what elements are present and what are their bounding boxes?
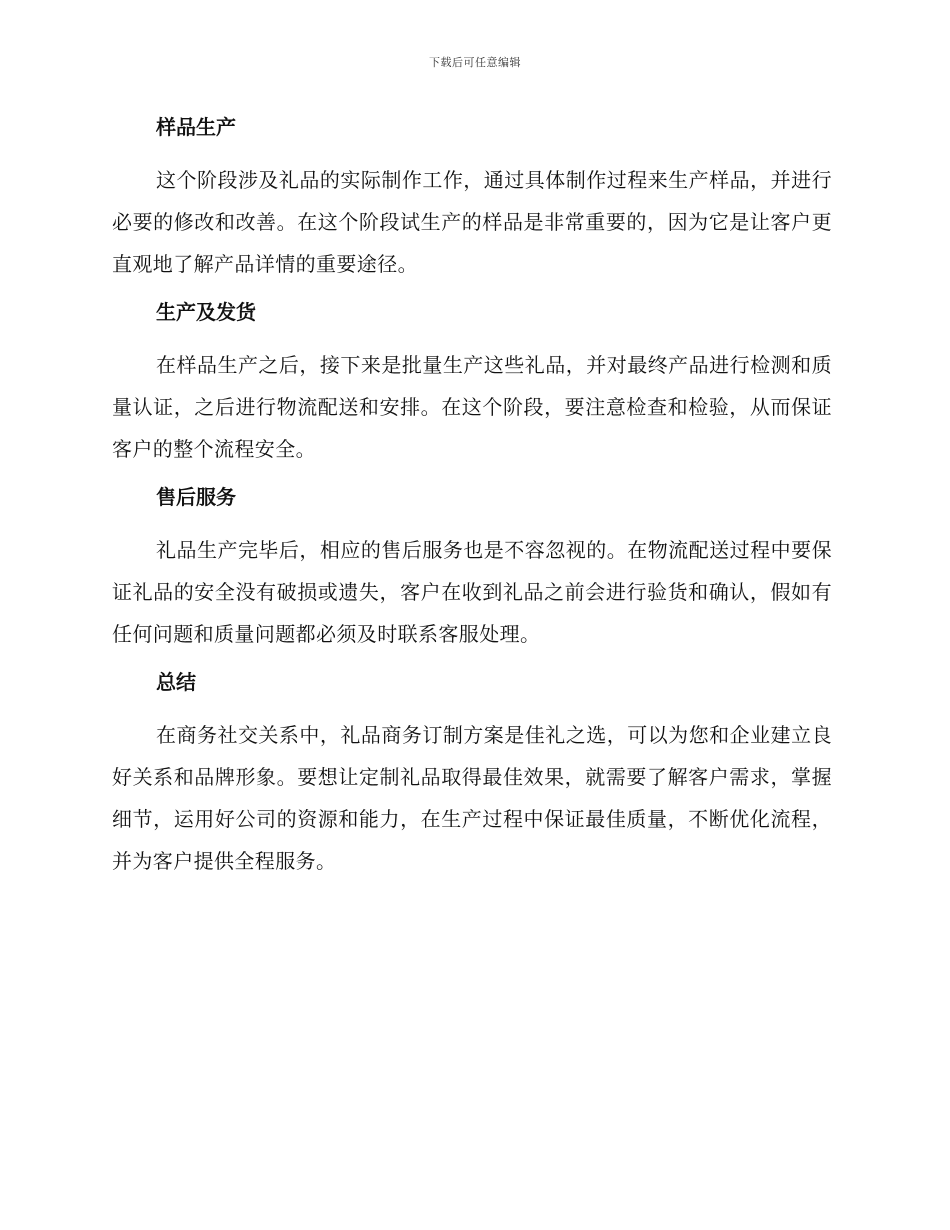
section-heading: 样品生产 — [156, 115, 236, 139]
section-production-shipping — [112, 293, 832, 470]
section-summary — [112, 663, 832, 882]
document-content — [112, 108, 832, 890]
section-heading: 售后服务 — [156, 485, 236, 509]
section-heading: 总结 — [156, 670, 196, 694]
section-paragraph: 在样品生产之后，接下来是批量生产这些礼品，并对最终产品进行检测和质量认证，之后进行物流配送和安排。在这个阶段，要注意检查和检验，从而保证客户的整个流程安全。 — [112, 353, 832, 461]
section-heading: 生产及发货 — [156, 300, 256, 324]
section-sample-production — [112, 108, 832, 285]
section-after-sales — [112, 478, 832, 655]
section-paragraph: 礼品生产完毕后，相应的售后服务也是不容忽视的。在物流配送过程中要保证礼品的安全没有破损或遗失，客户在收到礼品之前会进行验货和确认，假如有任何问题和质量问题都必须及时联系客服处理。 — [112, 538, 832, 646]
section-paragraph: 这个阶段涉及礼品的实际制作工作，通过具体制作过程来生产样品，并进行必要的修改和改善。在这个阶段试生产的样品是非常重要的，因为它是让客户更直观地了解产品详情的重要途径。 — [112, 168, 832, 276]
section-paragraph: 在商务社交关系中，礼品商务订制方案是佳礼之选，可以为您和企业建立良好关系和品牌形象。要想让定制礼品取得最佳效果，就需要了解客户需求，掌握细节，运用好公司的资源和能力，在生产过程中保证最佳质量，不断优化流程，并为客户提供全程服务。 — [112, 723, 832, 873]
header-note: 下载后可任意编辑 — [429, 56, 521, 69]
